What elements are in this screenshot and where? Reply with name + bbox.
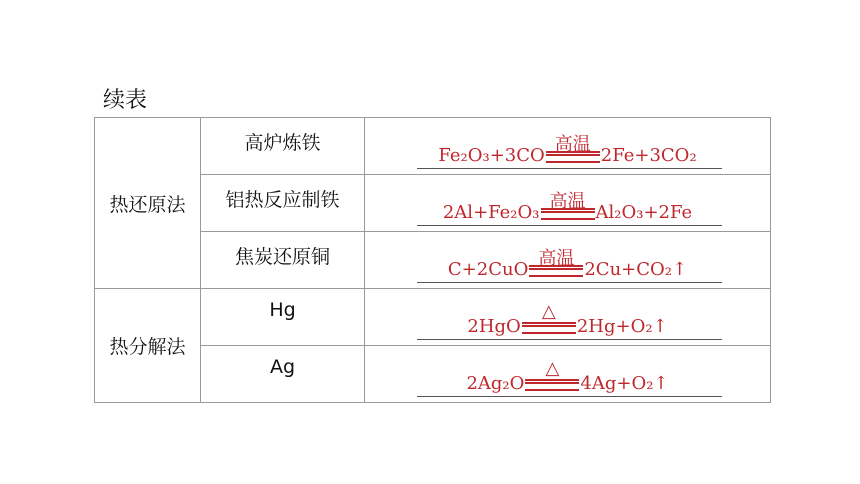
table-caption: 续表 bbox=[103, 88, 148, 113]
equation-reactants: 2HgO bbox=[467, 316, 521, 337]
reaction-condition bbox=[525, 358, 579, 394]
chemical-equation bbox=[365, 358, 770, 394]
equals-sign bbox=[522, 322, 576, 334]
equation-cell bbox=[365, 289, 771, 346]
equals-sign bbox=[546, 151, 600, 163]
reaction-condition bbox=[546, 134, 600, 166]
chemical-equation bbox=[365, 301, 770, 337]
heating-triangle-icon: △ bbox=[545, 358, 560, 379]
answer-underline bbox=[417, 225, 722, 226]
equals-sign bbox=[525, 379, 579, 391]
metal-smelting-table bbox=[94, 117, 771, 403]
method-cell bbox=[201, 289, 365, 346]
method-cell bbox=[201, 232, 365, 289]
equation-products: Al₂O₃+2Fe bbox=[595, 202, 693, 223]
equation-reactants: 2Ag₂O bbox=[466, 373, 525, 394]
equals-sign bbox=[541, 208, 595, 220]
method-label: 焦炭还原铜 bbox=[234, 246, 330, 268]
group-cell-thermal-reduction bbox=[95, 118, 201, 289]
method-label: Ag bbox=[269, 356, 296, 378]
equation-products: 2Cu+CO₂↑ bbox=[584, 259, 688, 280]
equation-cell bbox=[365, 175, 771, 232]
chemical-equation bbox=[365, 134, 770, 166]
group-label: 热分解法 bbox=[109, 336, 186, 358]
equation-cell bbox=[365, 346, 771, 403]
condition-label: 高温 bbox=[554, 134, 591, 155]
answer-underline bbox=[417, 282, 722, 283]
method-label: 铝热反应制铁 bbox=[225, 189, 340, 211]
chemical-equation bbox=[365, 191, 770, 223]
method-cell bbox=[201, 346, 365, 403]
table-row bbox=[95, 289, 771, 346]
equation-reactants: Fe₂O₃+3CO bbox=[438, 145, 545, 166]
group-cell-thermal-decomposition bbox=[95, 289, 201, 403]
reaction-condition bbox=[529, 248, 583, 280]
equation-cell bbox=[365, 232, 771, 289]
heating-triangle-icon: △ bbox=[541, 301, 556, 322]
answer-underline bbox=[417, 396, 722, 397]
condition-label: 高温 bbox=[549, 191, 586, 212]
table-row bbox=[95, 118, 771, 175]
method-cell bbox=[201, 175, 365, 232]
answer-underline bbox=[417, 339, 722, 340]
chemical-equation bbox=[365, 248, 770, 280]
method-label: 高炉炼铁 bbox=[244, 132, 321, 154]
equals-sign bbox=[529, 265, 583, 277]
equation-cell bbox=[365, 118, 771, 175]
reaction-condition bbox=[522, 301, 576, 337]
answer-underline bbox=[417, 168, 722, 169]
equation-products: 2Hg+O₂↑ bbox=[576, 316, 668, 337]
equation-reactants: 2Al+Fe₂O₃ bbox=[442, 202, 540, 223]
method-label: Hg bbox=[269, 299, 296, 321]
method-cell bbox=[201, 118, 365, 175]
group-label: 热还原法 bbox=[109, 193, 186, 216]
equation-reactants: C+2CuO bbox=[447, 259, 529, 280]
reaction-condition bbox=[541, 191, 595, 223]
equation-products: 4Ag+O₂↑ bbox=[580, 373, 669, 394]
equation-products: 2Fe+3CO₂ bbox=[600, 145, 697, 166]
condition-label: 高温 bbox=[538, 248, 575, 269]
